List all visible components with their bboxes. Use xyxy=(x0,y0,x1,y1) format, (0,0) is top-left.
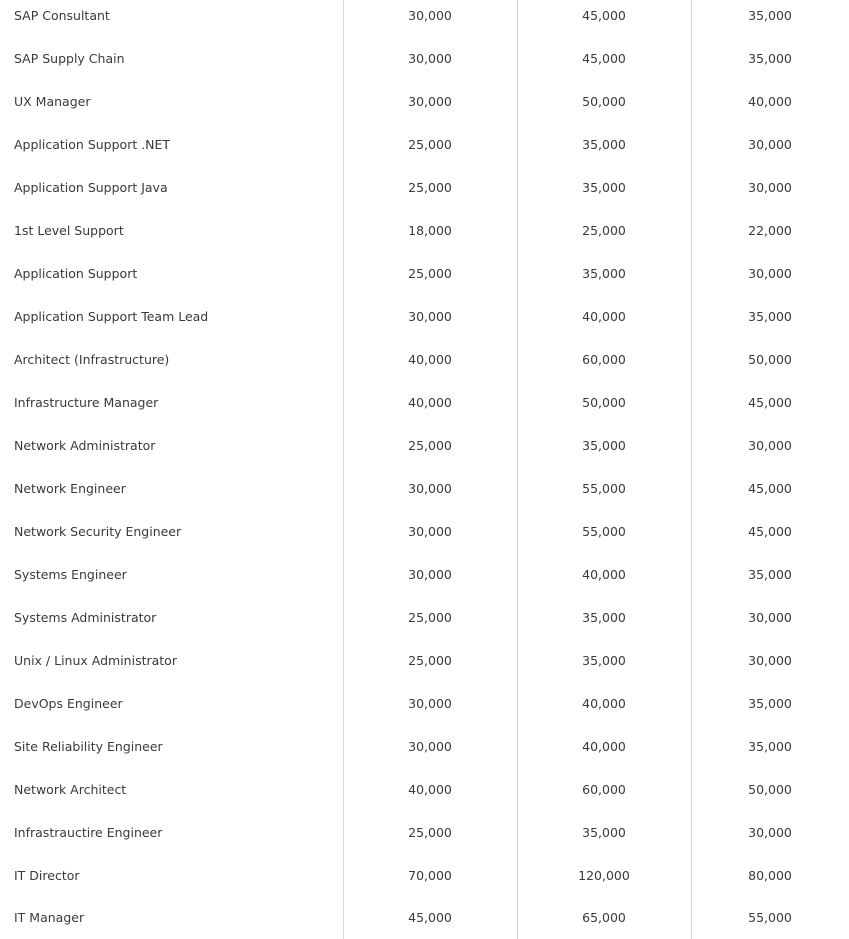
salary-cell-1: 25,000 xyxy=(408,137,452,152)
salary-cell-1: 30,000 xyxy=(408,481,452,496)
role-cell: Network Administrator xyxy=(14,438,156,453)
table-row xyxy=(0,639,849,682)
salary-cell-2: 25,000 xyxy=(582,223,626,238)
role-cell: Site Reliability Engineer xyxy=(14,739,163,754)
role-cell: Network Security Engineer xyxy=(14,524,182,539)
table-row xyxy=(0,424,849,467)
salary-cell-3: 50,000 xyxy=(748,352,792,367)
salary-cell-1: 25,000 xyxy=(408,610,452,625)
salary-cell-3: 50,000 xyxy=(748,782,792,797)
table-row xyxy=(0,854,849,897)
salary-cell-3: 80,000 xyxy=(748,868,792,883)
salary-cell-3: 35,000 xyxy=(748,8,792,23)
salary-cell-2: 35,000 xyxy=(582,610,626,625)
salary-cell-3: 30,000 xyxy=(748,653,792,668)
salary-cell-1: 30,000 xyxy=(408,8,452,23)
role-cell: Infrastrauctire Engineer xyxy=(14,825,163,840)
salary-cell-2: 35,000 xyxy=(582,438,626,453)
salary-cell-2: 35,000 xyxy=(582,137,626,152)
salary-cell-3: 30,000 xyxy=(748,137,792,152)
salary-cell-2: 65,000 xyxy=(582,910,626,925)
table-row xyxy=(0,381,849,424)
table-row xyxy=(0,166,849,209)
salary-cell-2: 45,000 xyxy=(582,51,626,66)
salary-cell-1: 25,000 xyxy=(408,180,452,195)
salary-cell-1: 30,000 xyxy=(408,524,452,539)
role-cell: Infrastructure Manager xyxy=(14,395,159,410)
salary-cell-2: 40,000 xyxy=(582,739,626,754)
salary-cell-1: 30,000 xyxy=(408,696,452,711)
salary-cell-3: 55,000 xyxy=(748,910,792,925)
salary-cell-1: 18,000 xyxy=(408,223,452,238)
salary-cell-3: 40,000 xyxy=(748,94,792,109)
role-cell: Application Support xyxy=(14,266,138,281)
salary-cell-1: 40,000 xyxy=(408,782,452,797)
role-cell: IT Director xyxy=(14,868,80,883)
salary-cell-2: 60,000 xyxy=(582,782,626,797)
salary-cell-2: 35,000 xyxy=(582,266,626,281)
salary-cell-1: 30,000 xyxy=(408,739,452,754)
salary-cell-2: 40,000 xyxy=(582,309,626,324)
salary-cell-1: 25,000 xyxy=(408,266,452,281)
table-row xyxy=(0,896,849,939)
role-cell: SAP Consultant xyxy=(14,8,110,23)
salary-cell-3: 22,000 xyxy=(748,223,792,238)
salary-cell-1: 25,000 xyxy=(408,653,452,668)
table-row xyxy=(0,768,849,811)
table-row xyxy=(0,682,849,725)
salary-cell-2: 50,000 xyxy=(582,395,626,410)
salary-cell-3: 35,000 xyxy=(748,309,792,324)
salary-cell-1: 25,000 xyxy=(408,825,452,840)
salary-cell-2: 60,000 xyxy=(582,352,626,367)
table-row xyxy=(0,596,849,639)
table-row xyxy=(0,0,849,37)
salary-cell-3: 30,000 xyxy=(748,438,792,453)
table-row xyxy=(0,295,849,338)
salary-cell-3: 35,000 xyxy=(748,739,792,754)
salary-cell-1: 25,000 xyxy=(408,438,452,453)
role-cell: Application Support Team Lead xyxy=(14,309,209,324)
table-row xyxy=(0,510,849,553)
salary-cell-3: 45,000 xyxy=(748,395,792,410)
table-row xyxy=(0,725,849,768)
table-row xyxy=(0,37,849,80)
table-row xyxy=(0,252,849,295)
role-cell: SAP Supply Chain xyxy=(14,51,125,66)
salary-cell-1: 30,000 xyxy=(408,51,452,66)
salary-cell-2: 40,000 xyxy=(582,696,626,711)
salary-cell-2: 50,000 xyxy=(582,94,626,109)
table-row xyxy=(0,209,849,252)
salary-cell-3: 35,000 xyxy=(748,51,792,66)
salary-cell-2: 55,000 xyxy=(582,481,626,496)
role-cell: Architect (Infrastructure) xyxy=(14,352,170,367)
table-row xyxy=(0,338,849,381)
salary-cell-1: 30,000 xyxy=(408,567,452,582)
salary-cell-3: 30,000 xyxy=(748,825,792,840)
role-cell: Application Support .NET xyxy=(14,137,171,152)
table-row xyxy=(0,811,849,854)
salary-cell-1: 40,000 xyxy=(408,395,452,410)
salary-cell-2: 120,000 xyxy=(578,868,630,883)
role-cell: Application Support Java xyxy=(14,180,168,195)
salary-cell-3: 30,000 xyxy=(748,610,792,625)
salary-cell-3: 45,000 xyxy=(748,524,792,539)
salary-cell-2: 35,000 xyxy=(582,825,626,840)
salary-cell-3: 30,000 xyxy=(748,266,792,281)
role-cell: Systems Engineer xyxy=(14,567,127,582)
role-cell: Network Engineer xyxy=(14,481,126,496)
role-cell: Network Architect xyxy=(14,782,127,797)
salary-cell-1: 45,000 xyxy=(408,910,452,925)
table-row xyxy=(0,467,849,510)
role-cell: UX Manager xyxy=(14,94,91,109)
salary-cell-2: 35,000 xyxy=(582,180,626,195)
table-row xyxy=(0,553,849,596)
role-cell: Systems Administrator xyxy=(14,610,157,625)
role-cell: IT Manager xyxy=(14,910,85,925)
role-cell: DevOps Engineer xyxy=(14,696,123,711)
salary-cell-2: 45,000 xyxy=(582,8,626,23)
salary-cell-1: 30,000 xyxy=(408,94,452,109)
salary-cell-1: 40,000 xyxy=(408,352,452,367)
salary-cell-2: 35,000 xyxy=(582,653,626,668)
table-row xyxy=(0,123,849,166)
salary-cell-3: 30,000 xyxy=(748,180,792,195)
salary-cell-1: 30,000 xyxy=(408,309,452,324)
role-cell: 1st Level Support xyxy=(14,223,124,238)
salary-cell-3: 45,000 xyxy=(748,481,792,496)
role-cell: Unix / Linux Administrator xyxy=(14,653,177,668)
salary-cell-2: 55,000 xyxy=(582,524,626,539)
salary-cell-2: 40,000 xyxy=(582,567,626,582)
salary-cell-3: 35,000 xyxy=(748,567,792,582)
salary-cell-3: 35,000 xyxy=(748,696,792,711)
table-row xyxy=(0,80,849,123)
salary-cell-1: 70,000 xyxy=(408,868,452,883)
